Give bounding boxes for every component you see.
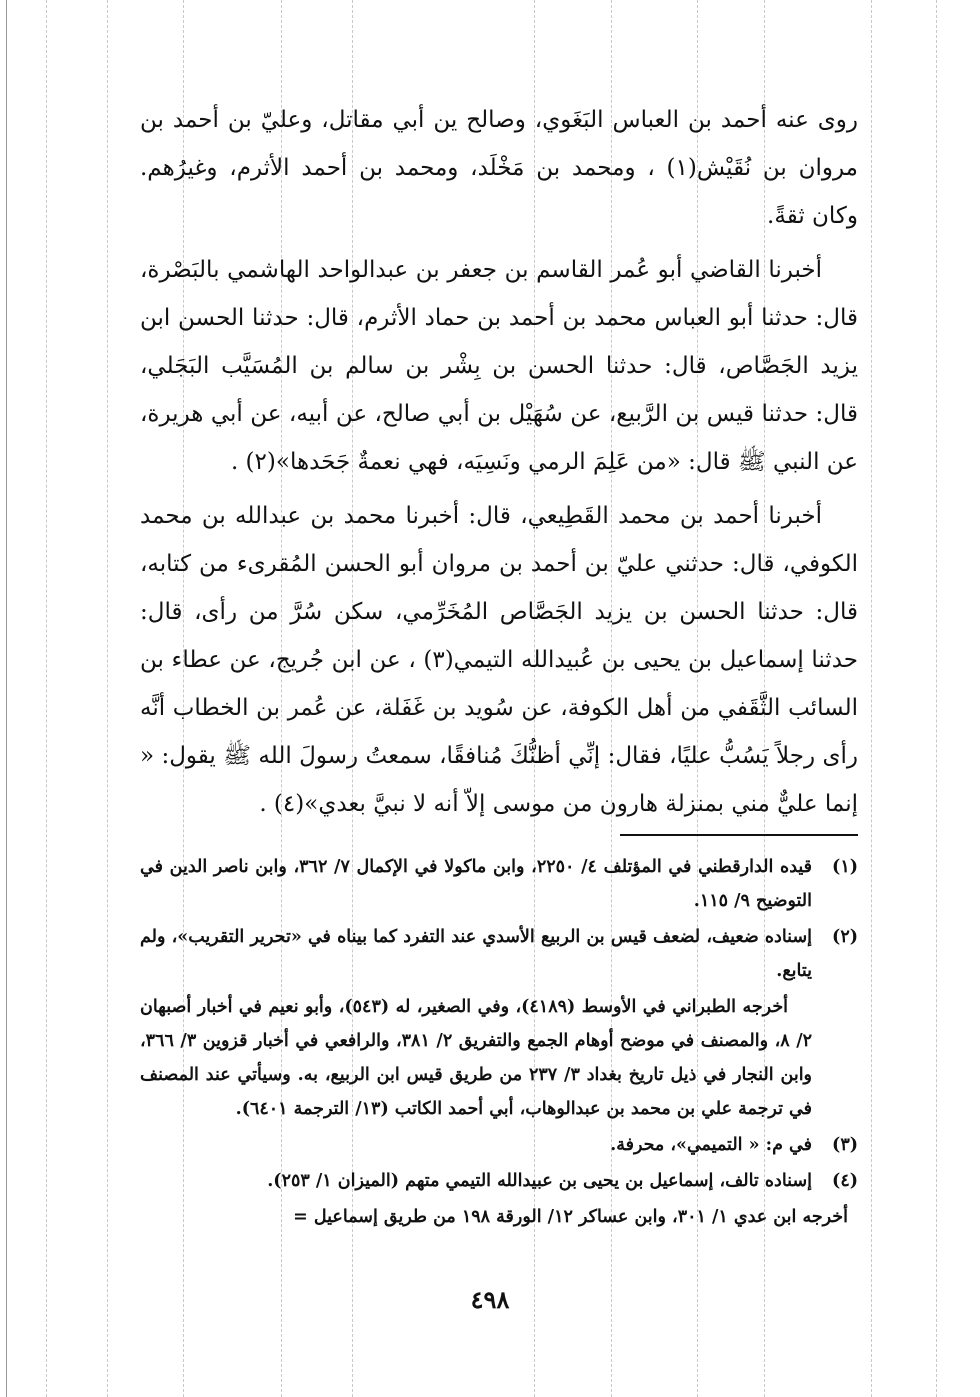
footnote-2-continuation: أخرجه الطبراني في الأوسط (٤١٨٩)، وفي الصغير، له (٥٤٣)، وأبو نعيم في أخبار أصبهان ٢/ ٨، والمصنف في موضح أوهام الجمع والتفريق ٢/ ٣٨١، والرافعي في أخبار قزوين ٣/ ٣٦٦، وابن النجار في ذيل تاريخ بغداد ٣/ ٢٣٧ من طريق قيس ابن الربيع، به. وسيأتي عند المصنف في ترجمة علي بن محمد بن عبدالوهاب، أبي أحمد الكاتب (١٣/ الترجمة ٦٤٠١). (140, 997, 813, 1119)
scan-guide-line (46, 0, 47, 1397)
footnote-text: إسناده تالف، إسماعيل بن يحيى بن عبيدالله التيمي متهم (الميزان ١/ ٢٥٣). (267, 1171, 812, 1191)
main-text (140, 96, 858, 828)
footnote-2 (140, 920, 858, 988)
footnote-number: (٤) (832, 1171, 858, 1191)
footnote-number: (٣) (832, 1135, 858, 1155)
footnote-number: (١) (832, 857, 858, 877)
footnotes (140, 850, 858, 1234)
footnote-4-continuation: أخرجه ابن عدي ١/ ٣٠١، وابن عساكر ١٢/ الورقة ١٩٨ من طريق إسماعيل = (293, 1207, 848, 1227)
scan-guide-line (936, 0, 937, 1397)
footnote-separator (620, 834, 858, 836)
scan-guide-line (107, 0, 108, 1397)
document-page (140, 96, 858, 1236)
footnote-3 (140, 1128, 858, 1162)
page-number: ٤٩٨ (470, 1285, 510, 1314)
footnote-text: قيده الدارقطني في المؤتلف ٤/ ٢٢٥٠، وابن ماكولا في الإكمال ٧/ ٣٦٢، وابن ناصر الدين في التوضيح ٩/ ١١٥. (140, 857, 813, 911)
footnote-text: إسناده ضعيف، لضعف قيس بن الربيع الأسدي عند التفرد كما بيناه في «تحرير التقريب»، ولم يتابع. (140, 927, 812, 981)
footnote-1 (140, 850, 858, 918)
footnote-number: (٢) (832, 927, 858, 947)
paragraph-hadith-2: أخبرنا أحمد بن محمد القَطِيعي، قال: أخبرنا محمد بن عبدالله بن محمد الكوفي، قال: حدثني عليّ بن أحمد بن مروان أبو الحسن المُقرىء من كتابه، قال: حدثنا الحسن بن يزيد الجَصَّاص المُخَرِّمي، سكن سُرَّ من رأى، قال: حدثنا إسماعيل بن يحيى بن عُبيدالله التيمي(٣) ، عن ابن جُريج، عن عطاء بن السائب الثَّقَفي من أهل الكوفة، عن سُويد بن غَفَلة، عن عُمر بن الخطاب أنَّه رأى رجلاً يَسُبُّ عليًا، فقال: إنِّي أظنُّكَ مُنافقًا، سمعتُ رسولَ الله ﷺ يقول: « إنما عليٌّ مني بمنزلة هارون من موسى إلاّ أنه لا نبيَّ بعدي»(٤) . (140, 503, 858, 817)
paragraph-biography: روى عنه أحمد بن العباس البَغَوي، وصالح ين أبي مقاتل، وعليّ بن أحمد بن مروان بن نُقَيْش(١) ، ومحمد بن مَخْلَد، ومحمد بن أحمد الأثرم، وغيرُهم. وكان ثقةً. (140, 107, 858, 229)
paragraph-hadith-1: أخبرنا القاضي أبو عُمر القاسم بن جعفر بن عبدالواحد الهاشمي بالبَصْرة، قال: حدثنا أبو العباس محمد بن أحمد بن حماد الأثرم، قال: حدثنا الحسن ابن يزيد الجَصَّاص، قال: حدثنا الحسن بن بِشْر بن سالم بن المُسَيَّب البَجَلي، قال: حدثنا قيس بن الرَّبيع، عن سُهَيْل بن أبي صالح، عن أبيه، عن أبي هريرة، عن النبي ﷺ قال: «من عَلِمَ الرمي ونَسِيَه، فهي نعمةٌ جَحَدها»(٢) . (140, 257, 858, 475)
footnote-text: في م: « التميمي»، محرفة. (610, 1135, 812, 1155)
footnote-4 (140, 1164, 858, 1198)
scan-edge-line (6, 0, 7, 1397)
scan-guide-line (871, 0, 872, 1397)
